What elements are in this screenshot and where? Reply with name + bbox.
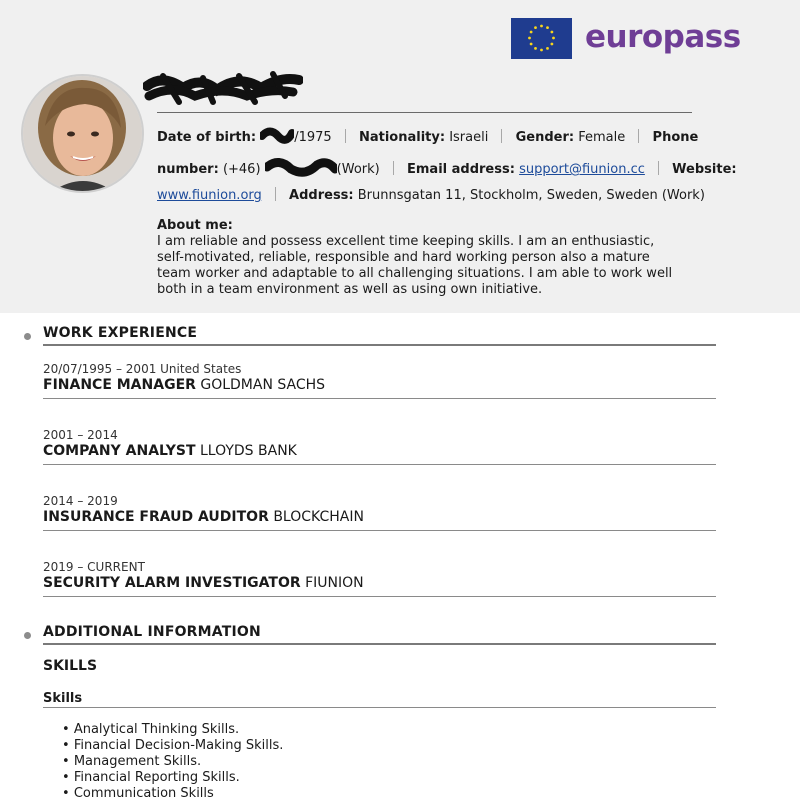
additional-info-title: ADDITIONAL INFORMATION (43, 624, 261, 640)
about-body (157, 234, 673, 298)
job-company: GOLDMAN SACHS (200, 377, 326, 393)
work-experience-title: WORK EXPERIENCE (43, 325, 198, 341)
address-value: Brunnsgatan 11, Stockholm, Sweden, Sweden (Work) (357, 188, 705, 203)
job-company: FIUNION (305, 575, 364, 591)
job-company: BLOCKCHAIN (273, 509, 364, 525)
phone-redaction (265, 157, 337, 182)
personal-info-line-1 (157, 127, 698, 150)
nationality-label: Nationality: (358, 130, 446, 145)
phone-suffix: (Work) (336, 162, 380, 177)
name-redaction (143, 66, 303, 114)
job-dates: 2019 – CURRENT (43, 560, 145, 574)
section-bullet (24, 333, 31, 340)
gender-label: Gender: (515, 130, 575, 145)
dob-value: /1975 (294, 130, 332, 145)
name-underline (157, 112, 692, 113)
europass-logo: europass (585, 19, 741, 55)
email-label: Email address: (407, 162, 515, 177)
address-label: Address: (289, 188, 354, 203)
about-title: About me: (157, 218, 233, 233)
skill-item: • Communication Skills (62, 786, 283, 802)
dob-label: Date of birth: (157, 130, 257, 145)
job-role: SECURITY ALARM INVESTIGATOR (43, 575, 301, 591)
job-dates: 2001 – 2014 (43, 428, 118, 442)
about-line: team worker and adaptable to all challenging situations. I am able to work well (157, 266, 673, 281)
section-rule (43, 643, 716, 645)
separator (393, 161, 394, 175)
eu-flag-icon (511, 18, 572, 59)
dob-redaction (260, 127, 294, 150)
separator (501, 129, 502, 143)
phone-prefix: (+46) (222, 162, 261, 177)
skill-item: • Financial Decision-Making Skills. (62, 738, 283, 754)
job-rule (43, 464, 716, 465)
profile-photo (21, 74, 144, 193)
job-role: INSURANCE FRAUD AUDITOR (43, 509, 269, 525)
skill-item: • Financial Reporting Skills. (62, 770, 283, 786)
section-rule (43, 344, 716, 346)
skill-item: • Analytical Thinking Skills. (62, 722, 283, 738)
job-role: COMPANY ANALYST (43, 443, 196, 459)
skill-item: • Management Skills. (62, 754, 283, 770)
job-title (43, 443, 297, 459)
phone-label-cont: number: (157, 162, 219, 177)
personal-info-line-2 (157, 157, 737, 182)
job-rule (43, 530, 716, 531)
job-role: FINANCE MANAGER (43, 377, 196, 393)
job-dates: 2014 – 2019 (43, 494, 118, 508)
job-company: LLOYDS BANK (200, 443, 297, 459)
about-line: self-motivated, reliable, responsible and hard working person also a mature (157, 250, 650, 265)
website-link[interactable]: www.fiunion.org (157, 188, 262, 203)
separator (345, 129, 346, 143)
separator (658, 161, 659, 175)
job-title (43, 575, 364, 591)
personal-info-line-3 (157, 187, 705, 204)
job-title (43, 377, 325, 393)
skills-heading: SKILLS (43, 658, 98, 674)
job-title (43, 509, 364, 525)
job-rule (43, 398, 716, 399)
separator (275, 187, 276, 201)
phone-label: Phone (652, 130, 699, 145)
about-line: both in a team environment as well as using own initiative. (157, 282, 543, 297)
website-label: Website: (672, 162, 737, 177)
job-rule (43, 596, 716, 597)
nationality-value: Israeli (449, 130, 489, 145)
separator (638, 129, 639, 143)
section-bullet (24, 632, 31, 639)
email-link[interactable]: support@fiunion.cc (519, 162, 645, 177)
skills-list (62, 722, 283, 802)
about-line: I am reliable and possess excellent time keeping skills. I am an enthusiastic, (157, 234, 655, 249)
gender-value: Female (578, 130, 626, 145)
skills-subheading: Skills (43, 691, 83, 706)
job-dates: 20/07/1995 – 2001 United States (43, 362, 242, 376)
skills-rule (43, 707, 716, 708)
